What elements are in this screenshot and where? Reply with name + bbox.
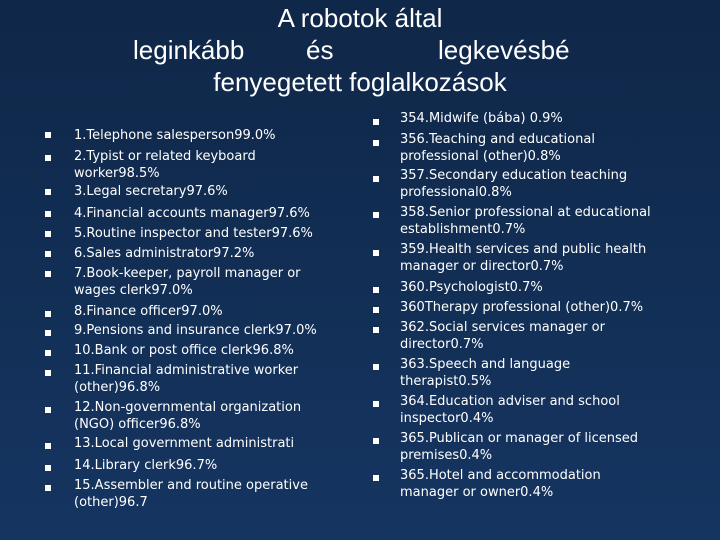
list-item-continued: professional (other)0.8% [400,149,561,164]
bullet-icon [45,231,51,237]
list-item-continued: (other)96.8% [74,380,161,395]
title-word-leginkabb: leginkább [133,35,245,65]
list-item-continued: establishment0.7% [400,222,526,237]
bullet-icon [373,287,379,293]
list-item-continued: inspector0.4% [400,411,494,426]
bullet-icon [45,485,51,491]
list-item-continued: professional0.8% [400,185,512,200]
bullet-icon [373,401,379,407]
list-item: 1.Telephone salesperson99.0% [74,128,276,143]
bullet-icon [45,443,51,449]
list-item: 10.Bank or post office clerk96.8% [74,343,294,358]
list-item-continued: worker98.5% [74,166,160,181]
bullet-icon [45,251,51,257]
list-item-continued: (NGO) officer96.8% [74,417,201,432]
list-item: 11.Financial administrative worker [74,363,299,378]
bullet-icon [45,370,51,376]
bullet-icon [45,132,51,138]
bullet-icon [373,119,379,125]
list-item: 357.Secondary education teaching [400,168,628,183]
bullet-icon [373,176,379,182]
list-item: 354.Midwife (bába) 0.9% [400,111,563,126]
list-item-continued: director0.7% [400,337,484,352]
list-item: 5.Routine inspector and tester97.6% [74,226,313,241]
list-item: 360.Psychologist0.7% [400,280,543,295]
list-item: 13.Local government administrati [74,436,295,451]
list-item: 365.Hotel and accommodation [400,468,601,483]
list-item: 359.Health services and public health [400,242,647,257]
bullet-icon [373,438,379,444]
bullet-icon [373,327,379,333]
list-item-continued: manager or owner0.4% [400,485,554,500]
bullet-icon [373,307,379,313]
list-item: 356.Teaching and educational [400,132,595,147]
list-item-continued: (other)96.7 [74,495,148,510]
title-line-3: fenyegetett foglalkozások [213,67,507,97]
list-item: 15.Assembler and routine operative [74,478,308,493]
list-item: 9.Pensions and insurance clerk97.0% [74,323,317,338]
bullet-icon [373,140,379,146]
list-item-continued: wages clerk97.0% [74,283,193,298]
list-item: 12.Non-governmental organization [74,400,302,415]
list-item: 14.Library clerk96.7% [74,458,218,473]
list-item: 7.Book-keeper, payroll manager or [74,266,301,281]
bullet-icon [45,211,51,217]
list-item-continued: manager or director0.7% [400,259,564,274]
list-item: 6.Sales administrator97.2% [74,246,255,261]
list-item: 8.Finance officer97.0% [74,304,223,319]
title-word-legkevesbe: legkevésbé [438,35,570,65]
list-item: 2.Typist or related keyboard [74,149,256,164]
bullet-icon [373,250,379,256]
bullet-icon [45,155,51,161]
list-item: 358.Senior professional at educational [400,205,651,220]
bullet-icon [373,475,379,481]
list-item: 364.Education adviser and school [400,394,620,409]
list-item: 362.Social services manager or [400,320,605,335]
list-item-continued: therapist0.5% [400,374,492,389]
list-item: 3.Legal secretary97.6% [74,184,228,199]
title-word-es: és [306,35,334,65]
list-item: 365.Publican or manager of licensed [400,431,639,446]
list-item: 4.Financial accounts manager97.6% [74,206,310,221]
bullet-icon [373,212,379,218]
list-item: 363.Speech and language [400,357,571,372]
title-line-1: A robotok által [277,3,443,33]
bullet-icon [45,189,51,195]
list-item: 360Therapy professional (other)0.7% [400,300,644,315]
bullet-icon [373,364,379,370]
bullet-icon [45,350,51,356]
bullet-icon [45,271,51,277]
bullet-icon [45,465,51,471]
bullet-icon [45,311,51,317]
bullet-icon [45,330,51,336]
list-item-continued: premises0.4% [400,448,493,463]
bullet-icon [45,407,51,413]
